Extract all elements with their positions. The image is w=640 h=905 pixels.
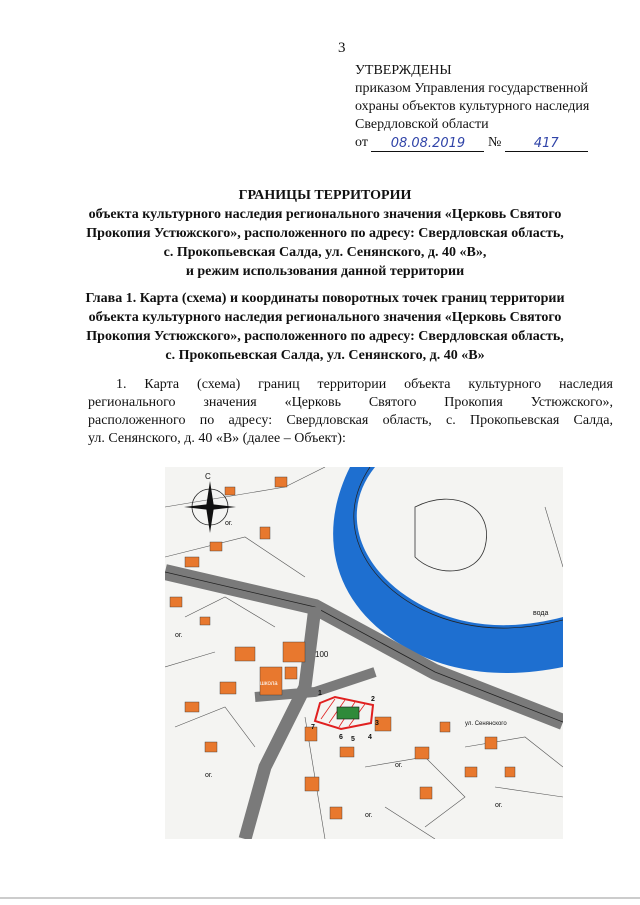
garden-label-1: ог. bbox=[225, 520, 233, 527]
compass-label: С bbox=[205, 472, 211, 481]
approval-line-1: УТВЕРЖДЕНЫ bbox=[355, 63, 452, 78]
title-line-4: с. Прокопьевская Салда, ул. Сенянского, д. 40 «В», bbox=[163, 245, 487, 260]
approval-line-3: охраны объектов культурного наследия bbox=[355, 99, 590, 114]
title-line-5: и режим использования данной территории bbox=[185, 264, 465, 279]
paragraph-1 bbox=[88, 376, 613, 448]
approval-date-number-line bbox=[355, 134, 625, 152]
handwritten-date: 08.08.2019 bbox=[371, 136, 484, 152]
paragraph-line-2: регионального значения «Церковь Святого Прокопия Устюжского», bbox=[88, 395, 613, 410]
garden-label-3: ог. bbox=[205, 772, 213, 779]
title-line-3: Прокопия Устюжского», расположенного по адресу: Свердловская область, bbox=[86, 226, 564, 241]
title-line-1: ГРАНИЦЫ ТЕРРИТОРИИ bbox=[238, 188, 412, 203]
point-label-5: 5 bbox=[351, 736, 355, 743]
paragraph-line-4: ул. Сенянского, д. 40 «В» (далее – Объект): bbox=[88, 431, 346, 446]
church-object bbox=[337, 707, 359, 719]
street-label: ул. Сенянского bbox=[465, 721, 507, 727]
chapter-heading bbox=[60, 289, 590, 365]
handwritten-number: 417 bbox=[505, 136, 588, 152]
chapter-line-3: Прокопия Устюжского», расположенного по адресу: Свердловская область, bbox=[86, 329, 564, 344]
chapter-line-4: с. Прокопьевская Салда, ул. Сенянского, д. 40 «В» bbox=[165, 348, 485, 363]
garden-label-4: ог. bbox=[395, 762, 403, 769]
point-label-3: 3 bbox=[375, 720, 379, 727]
point-label-7: 7 bbox=[311, 724, 315, 731]
title-line-2: объекта культурного наследия регионального значения «Церковь Святого bbox=[88, 207, 562, 222]
approval-block bbox=[355, 62, 625, 152]
page-number: 3 bbox=[338, 40, 346, 56]
point-label-1: 1 bbox=[318, 690, 322, 697]
approval-line-4: Свердловской области bbox=[355, 117, 489, 132]
point-label-4: 4 bbox=[368, 734, 372, 741]
scan-edge bbox=[0, 897, 640, 899]
road-number-label: 100 bbox=[315, 650, 329, 659]
garden-label-6: ог. bbox=[365, 812, 373, 819]
paragraph-line-1: 1. Карта (схема) границ территории объекта культурного наследия bbox=[116, 377, 613, 392]
number-label: № bbox=[487, 135, 502, 150]
approval-line-2: приказом Управления государственной bbox=[355, 81, 589, 96]
garden-label-5: ог. bbox=[495, 802, 503, 809]
chapter-line-1: Глава 1. Карта (схема) и координаты поворотных точек границ территории bbox=[85, 291, 565, 306]
document-title bbox=[60, 186, 590, 281]
chapter-line-2: объекта культурного наследия регионального значения «Церковь Святого bbox=[88, 310, 562, 325]
paragraph-line-3: расположенного по адресу: Свердловская область, с. Прокопьевская Салда, bbox=[88, 413, 613, 428]
from-label: от bbox=[355, 135, 368, 150]
point-label-2: 2 bbox=[371, 696, 375, 703]
point-label-6: 6 bbox=[339, 734, 343, 741]
territory-map bbox=[165, 467, 563, 839]
school-label: школа bbox=[260, 681, 278, 687]
garden-label-2: ог. bbox=[175, 632, 183, 639]
water-label: вода bbox=[533, 610, 549, 617]
